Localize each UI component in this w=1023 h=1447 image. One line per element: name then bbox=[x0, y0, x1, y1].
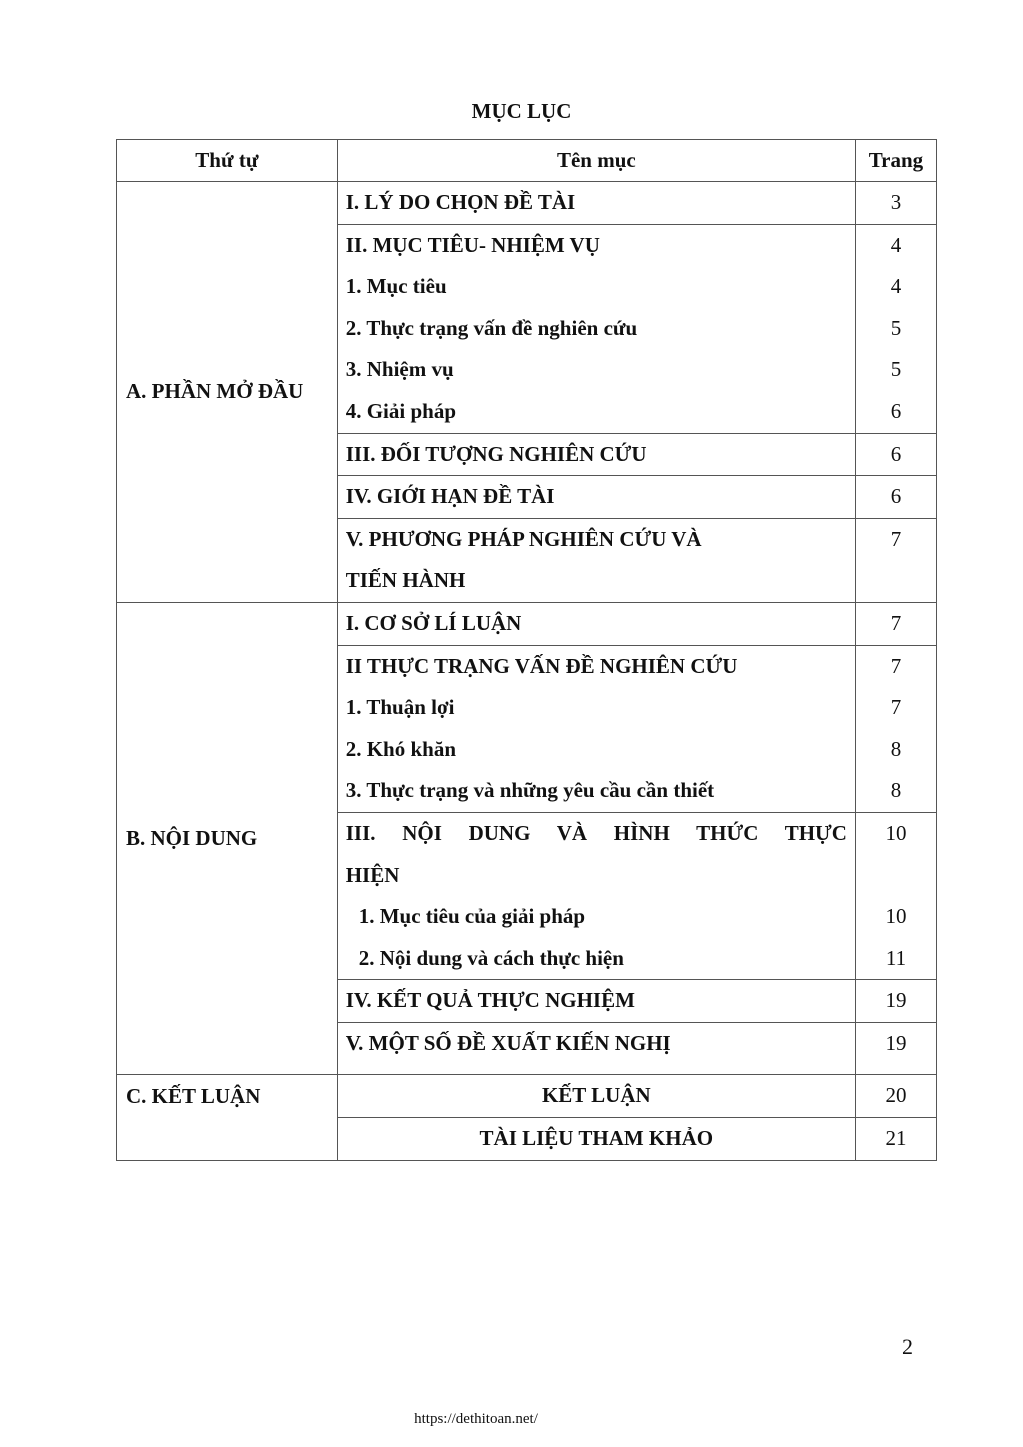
entry-name: II. MỤC TIÊU- NHIỆM VỤ 1. Mục tiêu 2. Thực trạng vấn đề nghiên cứu 3. Nhiệm vụ 4. Giải pháp bbox=[337, 224, 855, 433]
entry-name: IV. GIỚI HẠN ĐỀ TÀI bbox=[337, 476, 855, 519]
entry-name: I. LÝ DO CHỌN ĐỀ TÀI bbox=[337, 182, 855, 225]
footer-url: https://dethitoan.net/ bbox=[414, 1411, 538, 1427]
section-c-label: C. KẾT LUẬN bbox=[117, 1075, 338, 1160]
table-of-contents bbox=[116, 139, 937, 1161]
entry-name: III. NỘI DUNG VÀ HÌNH THỨC THỰC HIỆN 1. Mục tiêu của giải pháp 2. Nội dung và cách thực hiện bbox=[337, 812, 855, 979]
entry-name: II THỰC TRẠNG VẤN ĐỀ NGHIÊN CỨU 1. Thuận lợi 2. Khó khăn 3. Thực trạng và những yêu cầu cần thiết bbox=[337, 645, 855, 812]
page-number: 2 bbox=[902, 1334, 913, 1359]
table-header-row bbox=[117, 140, 937, 182]
entry-page: 10 10 11 bbox=[855, 812, 936, 979]
entry-name: KẾT LUẬN bbox=[337, 1075, 855, 1118]
entry-page: 21 bbox=[855, 1118, 936, 1161]
entry-name: III. ĐỐI TƯỢNG NGHIÊN CỨU bbox=[337, 433, 855, 476]
entry-name: I. CƠ SỞ LÍ LUẬN bbox=[337, 602, 855, 645]
entry-page: 4 4 5 5 6 bbox=[855, 224, 936, 433]
section-a-label: A. PHẦN MỞ ĐẦU bbox=[117, 182, 338, 603]
table-row bbox=[117, 1075, 937, 1118]
entry-page: 19 bbox=[855, 980, 936, 1023]
page-title: MỤC LỤC bbox=[471, 99, 572, 123]
header-order: Thứ tự bbox=[117, 140, 338, 182]
entry-name: IV. KẾT QUẢ THỰC NGHIỆM bbox=[337, 980, 855, 1023]
header-name: Tên mục bbox=[337, 140, 855, 182]
entry-page: 6 bbox=[855, 433, 936, 476]
entry-page: 3 bbox=[855, 182, 936, 225]
entry-page: 19 bbox=[855, 1022, 936, 1075]
entry-name: V. MỘT SỐ ĐỀ XUẤT KIẾN NGHỊ bbox=[337, 1022, 855, 1075]
entry-page: 6 bbox=[855, 476, 936, 519]
header-page: Trang bbox=[855, 140, 936, 182]
entry-page: 7 7 8 8 bbox=[855, 645, 936, 812]
entry-name: V. PHƯƠNG PHÁP NGHIÊN CỨU VÀ TIẾN HÀNH bbox=[337, 518, 855, 602]
entry-name: TÀI LIỆU THAM KHẢO bbox=[337, 1118, 855, 1161]
entry-page: 20 bbox=[855, 1075, 936, 1118]
table-row bbox=[117, 602, 937, 645]
entry-page: 7 bbox=[855, 602, 936, 645]
section-b-label: B. NỘI DUNG bbox=[117, 602, 338, 1075]
entry-page: 7 bbox=[855, 518, 936, 602]
table-row bbox=[117, 182, 937, 225]
